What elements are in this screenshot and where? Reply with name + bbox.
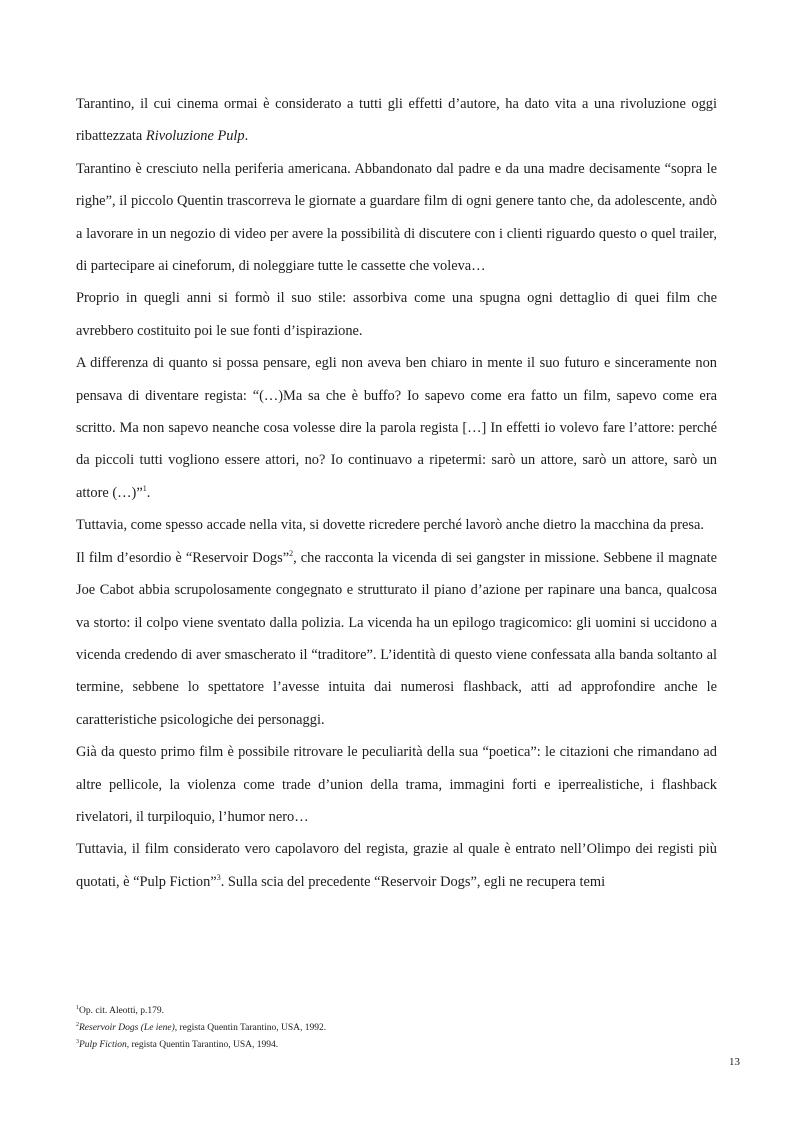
footnote-2: [76, 1020, 717, 1037]
footnote-title: Reservoir Dogs (Le iene): [79, 1023, 175, 1033]
paragraph-text: Tuttavia, il film considerato vero capolavoro del regista, grazie al quale è entrato nell’Olimpo dei registi più quotati, è “Pulp Fiction”: [76, 841, 717, 890]
paragraph-4: [76, 347, 717, 509]
footnote-text: , regista Quentin Tarantino, USA, 1992.: [174, 1023, 327, 1033]
paragraph-text: . Sulla scia del precedente “Reservoir Dogs”, egli ne recupera temi: [220, 873, 606, 890]
paragraph-7: Già da questo primo film è possibile ritrovare le peculiarità della sua “poetica”: le citazioni che rimandano ad altre pellicole, la violenza come trade d’union della trama, immagini forti e iperrealistiche, i flashback rivelatori, il turpiloquio, l’humor nero…: [76, 744, 717, 825]
footnote-ref: 1: [142, 484, 147, 494]
paragraph-3: Proprio in quegli anni si formò il suo stile: assorbiva come una spugna ogni dettaglio di quei film che avrebbero costituito poi le sue fonti d’ispirazione.: [76, 290, 717, 339]
footnote-number: 2: [76, 1021, 79, 1028]
footnote-title: Pulp Fiction: [79, 1040, 127, 1050]
paragraph-text: , che racconta la vicenda di sei gangster in missione. Sebbene il magnate Joe Cabot abbia scrupolosamente congegnato e strutturato il piano d’azione per rapinare una banca, qualcosa va storto: il colpo viene sventato dalla polizia. La vicenda ha un epilogo tragicomico: gli uomini si uccidono a vicenda credendo di aver smascherato il “traditore”. L’identità di questo viene confessata alla banda soltanto al termine, sebbene lo spettatore l’avesse intuita dai numerosi flashback, atti ad approfondire anche le caratteristiche psicologiche dei personaggi.: [76, 549, 717, 728]
footnote-ref: 3: [216, 872, 221, 882]
paragraph-2: Tarantino è cresciuto nella periferia americana. Abbandonato dal padre e da una madre decisamente “sopra le righe”, il piccolo Quentin trascorreva le giornate a guardare film di ogni genere tanto che, da adolescente, andò a lavorare in un negozio di video per avere la possibilità di discutere con i clienti riguardo questo o quel trailer, di partecipare ai cineforum, di noleggiare tutte le cassette che voleva…: [76, 160, 717, 275]
footnote-text: Op. cit. Aleotti, p.179.: [79, 1006, 164, 1016]
paragraph-8: [76, 833, 717, 898]
body-text: [76, 88, 717, 898]
footnote-3: [76, 1037, 717, 1054]
paragraph-6: [76, 542, 717, 736]
footnote-number: 3: [76, 1038, 79, 1045]
footnote-text: , regista Quentin Tarantino, USA, 1994.: [126, 1040, 279, 1050]
paragraph-1: [76, 88, 717, 153]
page-number: 13: [729, 1056, 740, 1068]
italic-term: Rivoluzione Pulp: [145, 128, 245, 145]
paragraph-5: Tuttavia, come spesso accade nella vita, si dovette ricredere perché lavorò anche dietro la macchina da presa.: [76, 517, 704, 534]
footnote-1: [76, 1003, 717, 1020]
paragraph-text: Tarantino, il cui cinema ormai è considerato a tutti gli effetti d’autore, ha dato vita a una rivoluzione oggi ribattezzata: [76, 96, 717, 145]
paragraph-text: Il film d’esordio è “Reservoir Dogs”: [76, 549, 290, 566]
footnote-number: 1: [76, 1004, 79, 1011]
footnote-ref: 2: [289, 548, 294, 558]
footnotes: [76, 1003, 717, 1054]
paragraph-text: .: [244, 128, 249, 145]
paragraph-text: .: [146, 484, 151, 501]
paragraph-text: A differenza di quanto si possa pensare, egli non aveva ben chiaro in mente il suo futuro e sinceramente non pensava di diventare regista: “(…)Ma sa che è buffo? Io sapevo come era fatto un film, sapevo come era scritto. Ma non sapevo neanche cosa volesse dire la parola regista […] In effetti io volevo fare l’attore: perché da piccoli tutti vogliono essere attori, no? Io continuavo a ripetermi: sarò un attore, sarò un attore, sarò un attore (…)”: [76, 355, 717, 501]
